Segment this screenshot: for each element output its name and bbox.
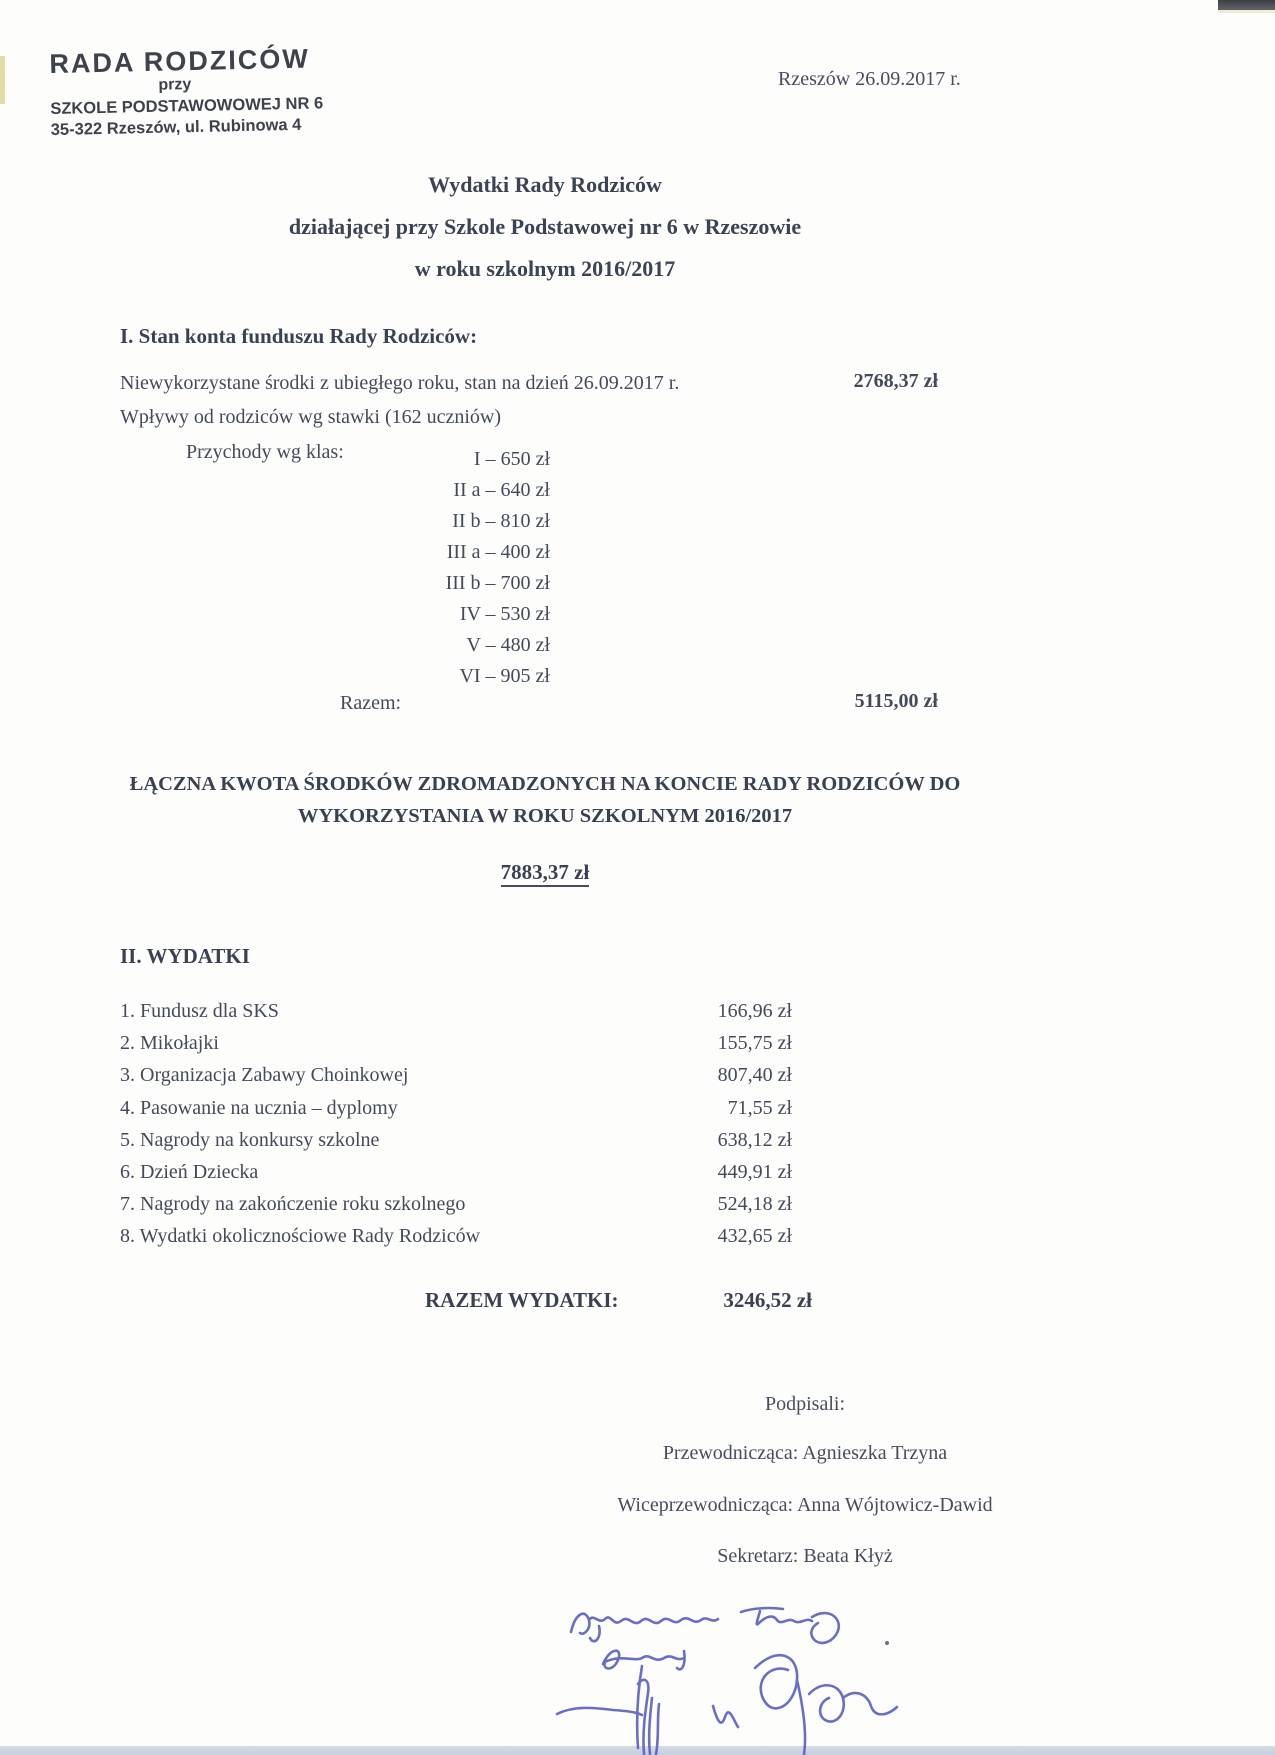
stamp-address: 35-322 Rzeszów, ul. Rubinowa 4 xyxy=(50,115,302,140)
class-income-row: I – 650 zł xyxy=(473,448,550,470)
expense-row xyxy=(120,1188,792,1220)
scan-artifact-top-right xyxy=(1218,0,1275,10)
stamp-przy: przy xyxy=(158,76,192,94)
stamp-org-name: RADA RODZICÓW xyxy=(49,43,311,80)
signatures-heading: Podpisali: xyxy=(764,1393,845,1415)
expense-label: 4. Pasowanie na ucznia – dyplomy xyxy=(120,1096,398,1119)
class-income-row: II b – 810 zł xyxy=(452,510,550,532)
class-income-row: V – 480 zł xyxy=(466,634,550,656)
signature-line-vice-chair: Wiceprzewodnicząca: Anna Wójtowicz-Dawid xyxy=(617,1494,993,1516)
expense-amount: 71,55 zł xyxy=(727,1096,792,1119)
inflows-line: Wpływy od rodziców wg stawki (162 uczniów) xyxy=(120,406,502,428)
signature-line-chair: Przewodnicząca: Agnieszka Trzyna xyxy=(662,1442,948,1464)
expense-row xyxy=(120,1059,792,1091)
school-stamp xyxy=(49,43,341,140)
expense-label: 8. Wydatki okolicznościowe Rady Rodziców xyxy=(120,1225,481,1248)
ink-dot xyxy=(885,1641,889,1645)
section1-heading: I. Stan konta funduszu Rady Rodziców: xyxy=(120,324,478,348)
by-class-label: Przychody wg klas: xyxy=(186,441,344,463)
expense-label: 5. Nagrody na konkursy szkolne xyxy=(120,1128,380,1151)
razem-amount: 5115,00 zł xyxy=(854,690,938,712)
expense-label: 3. Organizacja Zabawy Choinkowej xyxy=(120,1064,409,1087)
class-income-row: II a – 640 zł xyxy=(453,479,550,501)
expenses-total-amount: 3246,52 zł xyxy=(723,1288,812,1312)
expense-amount: 449,91 zł xyxy=(717,1160,792,1183)
section2-heading: II. WYDATKI xyxy=(120,944,250,968)
handwritten-signature xyxy=(545,1588,965,1755)
expenses-total-label: RAZEM WYDATKI: xyxy=(425,1288,619,1312)
expense-amount: 432,65 zł xyxy=(717,1225,792,1248)
carryover-label: Niewykorzystane środki z ubiegłego roku, stan na dzień 26.09.2017 r. xyxy=(120,372,680,394)
stamp-school-name: SZKOLE PODSTAWOWOWEJ NR 6 xyxy=(50,94,324,119)
expense-row xyxy=(120,1220,792,1252)
title-line-3: w roku szkolnym 2016/2017 xyxy=(414,256,676,281)
signature-line-secretary: Sekretarz: Beata Kłyż xyxy=(717,1545,893,1567)
expense-amount: 166,96 zł xyxy=(717,1000,792,1022)
scan-artifact-top-right-strip xyxy=(1218,10,1275,13)
title-line-1: Wydatki Rady Rodziców xyxy=(428,172,662,197)
summary-heading xyxy=(0,768,1090,832)
expense-row xyxy=(120,1027,792,1059)
expense-row xyxy=(120,995,792,1027)
expense-list xyxy=(120,995,792,1253)
expense-label: 1. Fundusz dla SKS xyxy=(120,1000,279,1022)
class-income-list xyxy=(330,444,550,692)
expense-amount: 807,40 zł xyxy=(717,1064,792,1087)
class-income-row: IV – 530 zł xyxy=(459,603,550,625)
summary-heading-line-1: ŁĄCZNA KWOTA ŚRODKÓW ZDROMADZONYCH NA KONCIE RADY RODZICÓW DO xyxy=(129,773,961,795)
expense-label: 7. Nagrody na zakończenie roku szkolnego xyxy=(120,1193,466,1216)
expense-row xyxy=(120,1092,792,1124)
expense-label: 6. Dzień Dziecka xyxy=(120,1160,259,1183)
summary-heading-line-2: WYKORZYSTANIA W ROKU SZKOLNYM 2016/2017 xyxy=(297,805,793,827)
class-income-row: III b – 700 zł xyxy=(445,572,550,594)
expense-amount: 155,75 zł xyxy=(717,1032,792,1055)
expense-row xyxy=(120,1124,792,1156)
document-title xyxy=(0,164,1090,290)
expense-amount: 638,12 zł xyxy=(717,1128,792,1151)
expense-amount: 524,18 zł xyxy=(717,1193,792,1216)
razem-label: Razem: xyxy=(340,692,402,714)
dateline: Rzeszów 26.09.2017 r. xyxy=(778,68,961,90)
grand-total-amount: 7883,37 zł xyxy=(501,860,590,887)
class-income-row: VI – 905 zł xyxy=(459,665,550,687)
title-line-2: działającej przy Szkole Podstawowej nr 6 w Rzeszowie xyxy=(288,214,802,239)
carryover-amount: 2768,37 zł xyxy=(853,370,938,392)
expense-row xyxy=(120,1156,792,1188)
grand-total-wrap xyxy=(0,860,1090,885)
scan-artifact-left-edge xyxy=(0,56,5,104)
class-income-row: III a – 400 zł xyxy=(446,541,550,563)
expense-label: 2. Mikołajki xyxy=(120,1032,219,1055)
